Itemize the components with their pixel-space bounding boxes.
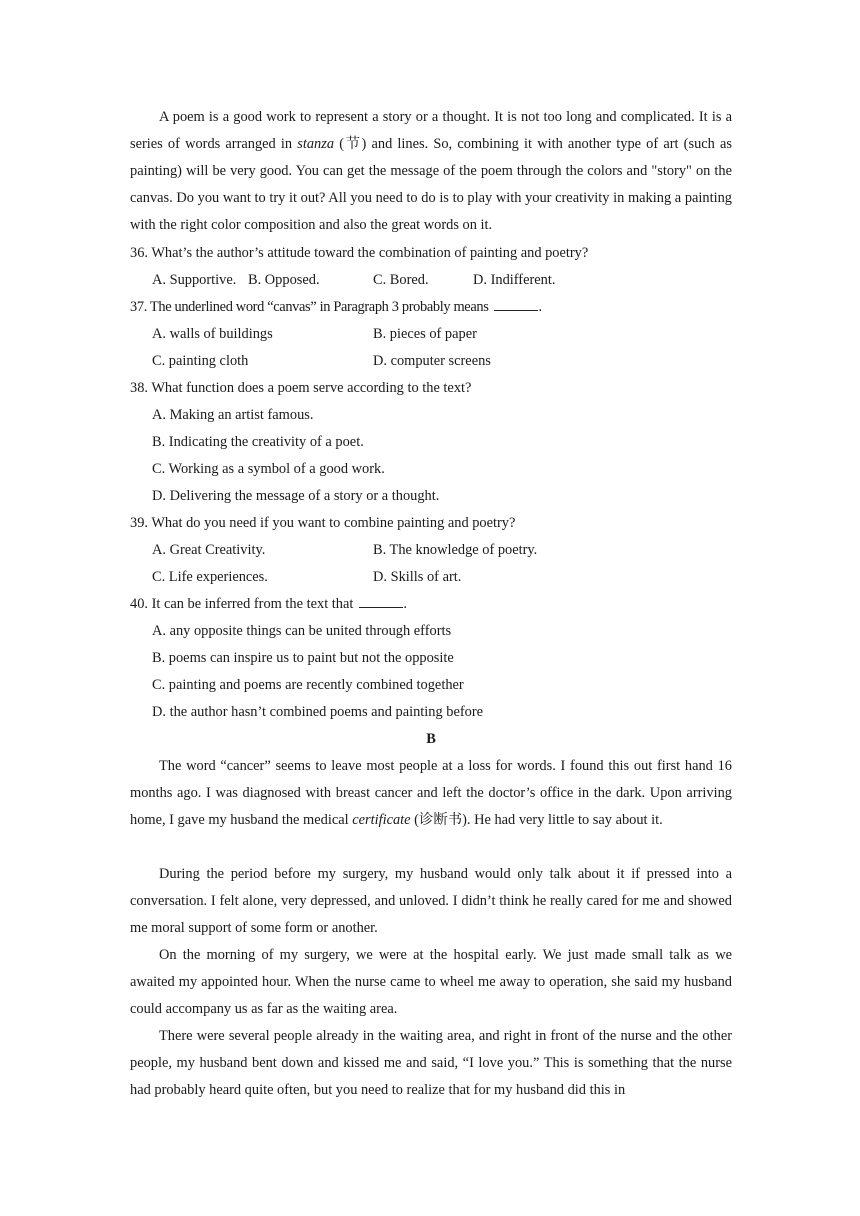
section-b-heading: B: [426, 731, 436, 747]
question-36-option-a: A. Supportive.: [152, 272, 237, 288]
passage-b-paragraph-2: During the period before my surgery, my husband would only talk about it if pressed into a conversation. I felt alone, very depressed, and unloved. I didn’t think he really cared for me and showed me moral support of some form or another.: [130, 866, 732, 936]
p1-b-start: The word “cancer” seems to leave most people at a loss for words. I found this out first hand 16 months ago. I was diagnosed with breast cancer and left the doctor’s office in the dark. Upon arriving home, I gave my husband the medical: [130, 758, 732, 828]
passage-b-paragraph-3: On the morning of my surgery, we were at the hospital early. We just made small talk as we awaited my appointed hour. When the nurse came to wheel me away to operation, she said my husband could accompany us as far as the waiting area.: [130, 947, 732, 1017]
question-36-stem: 36. What’s the author’s attitude toward the combination of painting and poetry?: [130, 245, 589, 261]
question-40-option-c: C. painting and poems are recently combined together: [152, 677, 464, 693]
question-40-option-a: A. any opposite things can be united through efforts: [152, 623, 452, 639]
question-40-option-b: B. poems can inspire us to paint but not the opposite: [152, 650, 454, 666]
p1-b-end: (诊断书). He had very little to say about it.: [410, 812, 663, 828]
question-36-option-b: B. Opposed.: [248, 272, 320, 288]
question-39-option-a: A. Great Creativity.: [152, 542, 266, 558]
question-38-option-b: B. Indicating the creativity of a poet.: [152, 434, 364, 450]
passage-b-paragraph-4: There were several people already in the waiting area, and right in front of the nurse and the other people, my husband bent down and kissed me and said, “I love you.” This is something that the nurse had probably heard quite often, but you need to realize that for my husband did this in: [130, 1028, 732, 1098]
question-37-option-a: A. walls of buildings: [152, 326, 273, 342]
question-40-text: 40. It can be inferred from the text that: [130, 596, 354, 612]
question-39-option-d: D. Skills of art.: [373, 569, 462, 585]
question-37-option-b: B. pieces of paper: [373, 326, 477, 342]
stanza-term: stanza: [297, 136, 335, 152]
p1-text-start: A poem is a good work to represent a story or a thought. It is not too long and complicated. It is a series of words arranged in: [130, 109, 732, 152]
answer-blank: [494, 296, 538, 311]
question-37-option-d: D. computer screens: [373, 353, 491, 369]
question-37-text: 37. The underlined word “canvas” in Paragraph 3 probably means: [130, 299, 489, 315]
passage-a-paragraph: [130, 104, 732, 239]
question-37-period: .: [538, 299, 542, 315]
question-36-option-d: D. Indifferent.: [473, 272, 556, 288]
question-38-option-a: A. Making an artist famous.: [152, 407, 314, 423]
p1-text-end: (节) and lines. So, combining it with another type of art (such as painting) will be very good. You can get the message of the poem through the colors and "story" on the canvas. Do you want to try it out? All you need to do is to play with your creativity in making a painting with the right color composition and also the great words on it.: [130, 136, 732, 233]
question-40-stem: [130, 591, 407, 618]
question-38-stem: 38. What function does a poem serve according to the text?: [130, 380, 472, 396]
question-40-option-d: D. the author hasn’t combined poems and painting before: [152, 704, 484, 720]
question-37-stem: [130, 294, 542, 321]
question-39-stem: 39. What do you need if you want to combine painting and poetry?: [130, 515, 516, 531]
passage-b-paragraph-1: [130, 753, 732, 834]
answer-blank: [359, 593, 403, 608]
question-37-option-c: C. painting cloth: [152, 353, 249, 369]
question-40-period: .: [403, 596, 407, 612]
question-39-option-c: C. Life experiences.: [152, 569, 268, 585]
question-38-option-d: D. Delivering the message of a story or a thought.: [152, 488, 440, 504]
certificate-term: certificate: [352, 812, 411, 828]
question-39-option-b: B. The knowledge of poetry.: [373, 542, 538, 558]
question-38-option-c: C. Working as a symbol of a good work.: [152, 461, 385, 477]
question-36-option-c: C. Bored.: [373, 272, 429, 288]
